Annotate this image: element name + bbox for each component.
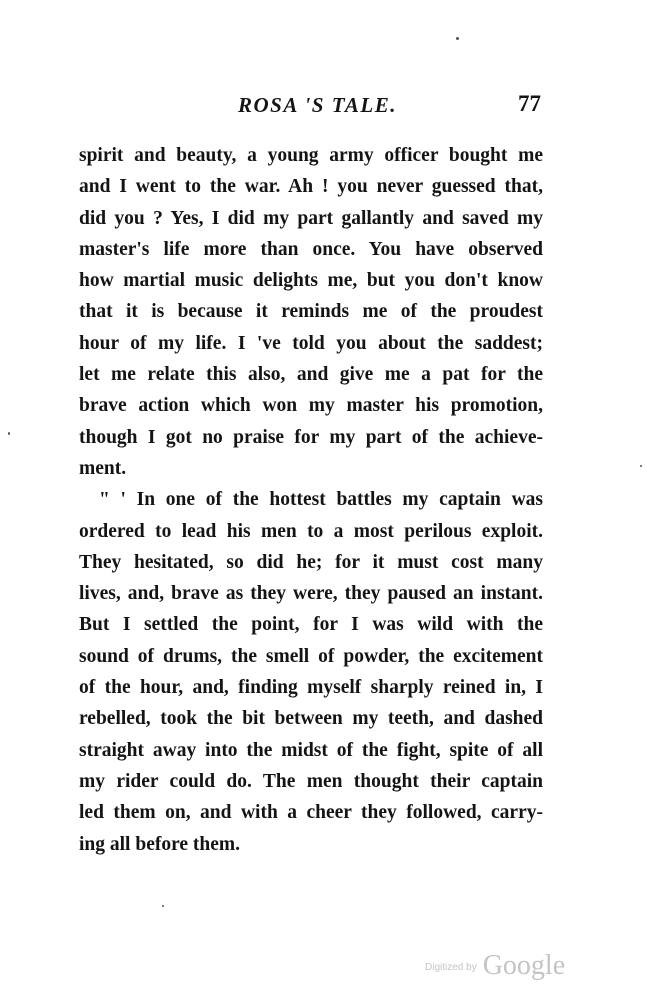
digitized-label: Digitized by — [425, 962, 477, 973]
text-line: and I went to the war. Ah ! you never guessed that, — [79, 176, 543, 198]
text-line: straight away into the midst of the fight, spite of all — [79, 739, 543, 761]
text-line: sound of drums, the smell of powder, the excitement — [79, 645, 543, 667]
text-line: rebelled, took the bit between my teeth, and dashed — [79, 708, 543, 730]
text-line: how martial music delights me, but you don't know — [79, 270, 543, 292]
text-line: But I settled the point, for I was wild with the — [79, 614, 543, 636]
text-line: spirit and beauty, a young army officer bought me — [79, 145, 543, 166]
text-line: that it is because it reminds me of the proudest — [79, 301, 543, 323]
text-line: ment. — [79, 457, 127, 479]
digitized-watermark — [425, 950, 565, 982]
text-line: led them on, and with a cheer they followed, carry- — [79, 802, 543, 824]
paragraph-start-line: " ' In one of the hottest battles my captain was — [99, 489, 543, 511]
ink-speck — [162, 905, 164, 907]
text-line: let me relate this also, and give me a pat for the — [79, 364, 543, 386]
page-number: 77 — [518, 91, 541, 116]
text-line: lives, and, brave as they were, they paused an instant. — [79, 583, 543, 605]
google-logo: Google — [482, 950, 566, 981]
ink-speck — [456, 37, 459, 40]
text-line: brave action which won my master his promotion, — [79, 395, 543, 417]
text-line: though I got no praise for my part of the achieve- — [79, 426, 543, 448]
text-line: They hesitated, so did he; for it must cost many — [79, 551, 543, 573]
text-line: of the hour, and, finding myself sharply reined in, I — [79, 677, 543, 699]
text-line: my rider could do. The men thought their captain — [79, 770, 543, 792]
body-text — [79, 140, 543, 860]
text-line: ordered to lead his men to a most perilous exploit. — [79, 520, 543, 542]
text-line: hour of my life. I 've told you about the saddest; — [79, 332, 543, 354]
text-line: master's life more than once. You have observed — [79, 238, 543, 260]
running-header: ROSA 'S TALE. — [238, 93, 397, 117]
ink-speck — [640, 465, 642, 467]
ink-speck — [8, 432, 10, 435]
text-line: did you ? Yes, I did my part gallantly and saved my — [79, 207, 543, 229]
text-line: ing all before them. — [79, 833, 241, 855]
